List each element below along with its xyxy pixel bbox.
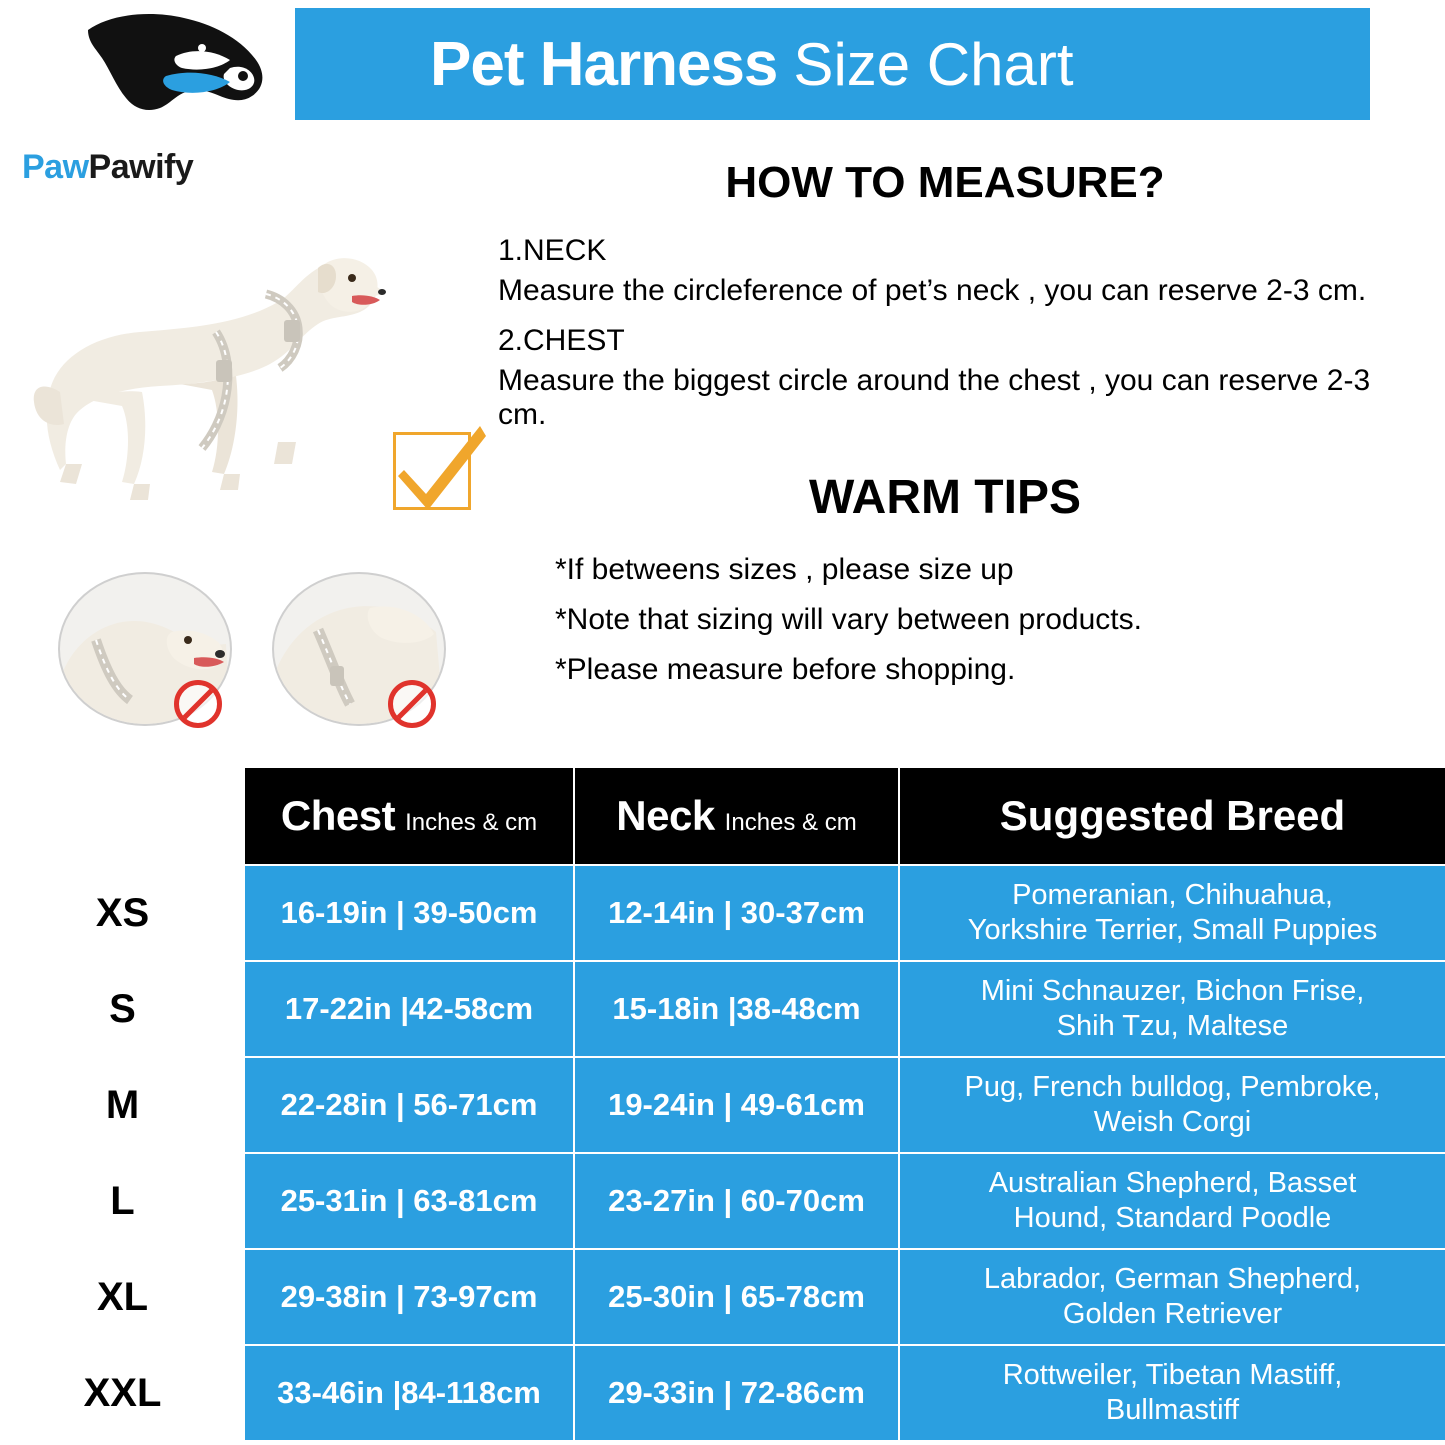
header-breed bbox=[899, 767, 1445, 865]
table-header-row bbox=[1, 767, 1445, 865]
row-xl-chest: 29-38in | 73-97cm bbox=[244, 1249, 574, 1345]
row-m-chest: 22-28in | 56-71cm bbox=[244, 1057, 574, 1153]
size-chart-table bbox=[0, 766, 1445, 1442]
row-xs-chest: 16-19in | 39-50cm bbox=[244, 865, 574, 961]
row-xxl-breed: Rottweiler, Tibetan Mastiff, Bullmastiff bbox=[899, 1345, 1445, 1441]
measure-item-1-title: 1.NECK bbox=[498, 234, 607, 267]
how-to-measure-heading: HOW TO MEASURE? bbox=[725, 158, 1165, 207]
row-l-chest: 25-31in | 63-81cm bbox=[244, 1153, 574, 1249]
header-chest-label: Chest bbox=[280, 792, 396, 839]
measure-item-2-body: Measure the biggest circle around the chest , you can reserve 2-3 cm. bbox=[498, 364, 1371, 431]
row-s-chest: 17-22in |42-58cm bbox=[244, 961, 574, 1057]
logo-wordmark bbox=[22, 148, 193, 187]
warm-tips-heading: WARM TIPS bbox=[809, 471, 1081, 524]
header-chest-units: Inches & cm bbox=[405, 809, 538, 836]
prohibited-icon bbox=[388, 680, 436, 728]
table-row bbox=[1, 1057, 1445, 1153]
row-s-breed: Mini Schnauzer, Bichon Frise, Shih Tzu, Maltese bbox=[899, 961, 1445, 1057]
row-l-neck: 23-27in | 60-70cm bbox=[574, 1153, 899, 1249]
dog-collar-too-tight-photo bbox=[272, 572, 442, 722]
row-xs-size: XS bbox=[1, 865, 244, 961]
table-row bbox=[1, 1249, 1445, 1345]
row-l-size: L bbox=[1, 1153, 244, 1249]
tip-line-2: *Note that sizing will vary between products. bbox=[555, 603, 1142, 636]
warm-tips-section bbox=[470, 470, 1420, 703]
dog-collar-too-loose-photo bbox=[58, 572, 228, 722]
table-row bbox=[1, 961, 1445, 1057]
row-xl-breed: Labrador, German Shepherd, Golden Retriever bbox=[899, 1249, 1445, 1345]
row-s-size: S bbox=[1, 961, 244, 1057]
row-m-neck: 19-24in | 49-61cm bbox=[574, 1057, 899, 1153]
header-neck-units: Inches & cm bbox=[724, 809, 857, 836]
header-title-bold: Pet Harness bbox=[430, 29, 778, 99]
tip-line-3: *Please measure before shopping. bbox=[555, 653, 1016, 686]
row-l-breed: Australian Shepherd, Basset Hound, Standard Poodle bbox=[899, 1153, 1445, 1249]
row-xxl-chest: 33-46in |84-118cm bbox=[244, 1345, 574, 1441]
row-xl-size: XL bbox=[1, 1249, 244, 1345]
row-xs-neck: 12-14in | 30-37cm bbox=[574, 865, 899, 961]
tip-line-1: *If betweens sizes , please size up bbox=[555, 553, 1014, 586]
header-size-blank bbox=[1, 767, 244, 865]
row-xxl-size: XXL bbox=[1, 1345, 244, 1441]
header-chest bbox=[244, 767, 574, 865]
header-title-light: Size Chart bbox=[793, 30, 1074, 98]
dog-with-harness-photo bbox=[30, 232, 390, 552]
table-row bbox=[1, 865, 1445, 961]
logo-text-part2: Pawify bbox=[88, 148, 194, 186]
row-xl-neck: 25-30in | 65-78cm bbox=[574, 1249, 899, 1345]
row-m-breed: Pug, French bulldog, Pembroke, Weish Corgi bbox=[899, 1057, 1445, 1153]
header-breed-label: Suggested Breed bbox=[999, 792, 1346, 839]
header-neck bbox=[574, 767, 899, 865]
table-row bbox=[1, 1153, 1445, 1249]
brand-logo bbox=[10, 8, 290, 188]
logo-text-part1: Paw bbox=[22, 148, 89, 186]
row-xs-breed: Pomeranian, Chihuahua, Yorkshire Terrier, Small Puppies bbox=[899, 865, 1445, 961]
row-m-size: M bbox=[1, 1057, 244, 1153]
header-neck-label: Neck bbox=[616, 792, 715, 839]
prohibited-icon bbox=[174, 680, 222, 728]
row-xxl-neck: 29-33in | 72-86cm bbox=[574, 1345, 899, 1441]
row-s-neck: 15-18in |38-48cm bbox=[574, 961, 899, 1057]
header-banner bbox=[295, 8, 1370, 120]
table-row bbox=[1, 1345, 1445, 1441]
measure-item-2-title: 2.CHEST bbox=[498, 324, 625, 357]
measure-item-1-body: Measure the circleference of pet’s neck , you can reserve 2-3 cm. bbox=[498, 274, 1367, 307]
dog-head-icon bbox=[80, 12, 270, 147]
how-to-measure-section bbox=[470, 158, 1420, 448]
